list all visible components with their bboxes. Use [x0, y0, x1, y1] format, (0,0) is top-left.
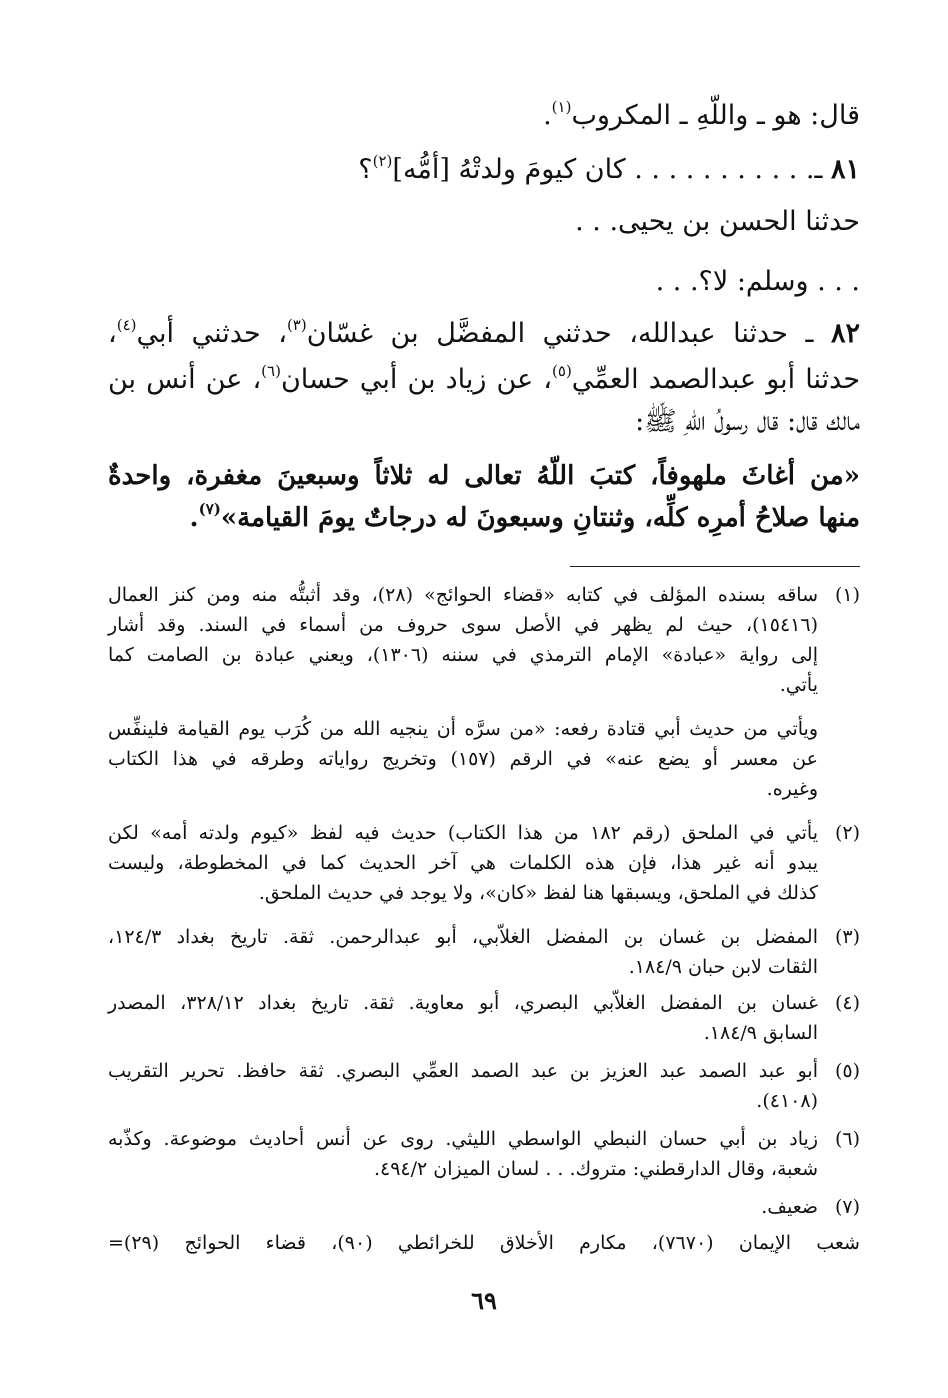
footnote-3: (٣) المفضل بن غسان بن المفضل الغلاّبي، أبو عبدالرحمن. ثقة. تاريخ بغداد ١٢٤/٣، الثقات لابن حبان ١٨٤/٩. — [108, 922, 860, 982]
text-line-1: قال: هو ـ واللّهِ ـ المكروب$^{(١)}$. — [543, 98, 860, 131]
hadith-82-line-3: مالك قال: قال رسولُ اللّهِ ﷺ: — [635, 406, 860, 437]
footnote-mark: (١) — [834, 584, 860, 606]
footnote-ref-3: (٣) — [286, 316, 307, 334]
hadith-text-line-1: «من أغاثَ ملهوفاً، كتبَ اللّهُ تعالى له ثلاثاً وسبعينَ مغفرة، واحدةٌ — [108, 461, 860, 491]
footnote-mark: (٧) — [834, 1196, 860, 1218]
footnote-ref-5: (٥) — [552, 362, 572, 380]
footnote-ref-4: (٤) — [116, 316, 137, 334]
text-line-4: . . . وسلم: لا؟. . . — [655, 266, 860, 297]
footnote-mark: (٤) — [834, 992, 860, 1014]
hadith-number-82: ٨٢ — [830, 318, 860, 349]
footnote-2: (٢) يأتي في الملحق (رقم ١٨٢ من هذا الكتاب) حديث فيه لفظ «كيوم ولدته أمه» لكن يبدو أنه غير هذا، فإن هذه الكلمات هي آخر الحديث كما في المخطوطة، وليست كذلك في الملحق، ويسبقها هنا لفظ «كان»، ولا يوجد في حديث الملحق. — [108, 818, 860, 908]
footnote-ref-6: (٦) — [261, 362, 281, 380]
footnote-ref-1: (١) — [551, 98, 572, 116]
hadith-number-81: ٨١ — [830, 154, 860, 185]
text-line-3: حدثنا الحسن بن يحيى. . . — [575, 206, 860, 237]
footnote-continuation: شعب الإيمان (٧٦٧٠)، مكارم الأخلاق للخرائطي (٩٠)، قضاء الحوائج (٢٩)= — [108, 1232, 860, 1254]
footnote-7: (٧) ضعيف. — [108, 1192, 860, 1222]
footnote-mark: (٣) — [834, 926, 860, 948]
page-number: ٦٩ — [471, 1286, 497, 1315]
footnote-ref-2: (٢) — [372, 152, 393, 170]
footnote-6: (٦) زياد بن أبي حسان النبطي الواسطي الليثي. روى عن أنس أحاديث موضوعة. وكذّبه شعبة، وقال الدارقطني: متروك. . . لسان الميزان ٤٩٤/٢. — [108, 1124, 860, 1184]
footnote-1: (١) ساقه بسنده المؤلف في كتابه «قضاء الحوائج» (٢٨)، وقد أثبتُّه منه ومن كنز العمال (١٥٤١٦)، حيث لم يظهر في الأصل سوى حروف من أسماء في السند. وقد أشار إلى رواية «عبادة» الإمام الترمذي في سننه (١٣٠٦)، ويعني عبادة بن الصامت كما يأتي. — [108, 580, 860, 700]
footnote-1-continued: ويأتي من حديث أبي قتادة رفعه: «من سرَّه أن ينجيه الله من كُرَب يوم القيامة فلينفِّس عن معسر أو يضع عنه» في الرقم (١٥٧) وتخريج رواياته وطرقه في هذا الكتاب وغيره. — [108, 718, 818, 800]
hadith-81-line: ٨١ ـ. . . . . . . . . . . كان كيومَ ولدتْهُ [أمُّه]$^{(٢)}$؟ — [358, 152, 860, 185]
footnote-5: (٥) أبو عبد الصمد عبد العزيز بن عبد الصمد العمِّي البصري. ثقة حافظ. تحرير التقريب (٤١٠٨). — [108, 1056, 860, 1116]
footnote-ref-7: (٧) — [198, 500, 221, 518]
footnote-4: (٤) غسان بن المفضل الغلاّبي البصري، أبو معاوية. ثقة. تاريخ بغداد ٣٢٨/١٢، المصدر السابق ١٨٤/٩. — [108, 988, 860, 1048]
hadith-82-line-1: ٨٢ ـ حدثنا عبدالله، حدثني المفضَّل بن غسّان$^{(٣)}$، حدثني أبي$^{(٤)}$، — [108, 316, 860, 349]
footnote-separator — [570, 566, 860, 567]
footnote-mark: (٢) — [834, 822, 860, 844]
footnote-mark: (٥) — [834, 1060, 860, 1082]
document-page — [108, 0, 860, 1398]
footnote-mark: (٦) — [834, 1128, 860, 1150]
hadith-text-line-2: منها صلاحُ أمرِه كلِّه، وثنتانِ وسبعونَ له درجاتٌ يومَ القيامة»$^{(٧)}$. — [189, 500, 860, 533]
hadith-82-line-2: حدثنا أبو عبدالصمد العمِّي$^{(٥)}$، عن زياد بن أبي حسان$^{(٦)}$، عن أنس بن — [108, 362, 861, 395]
